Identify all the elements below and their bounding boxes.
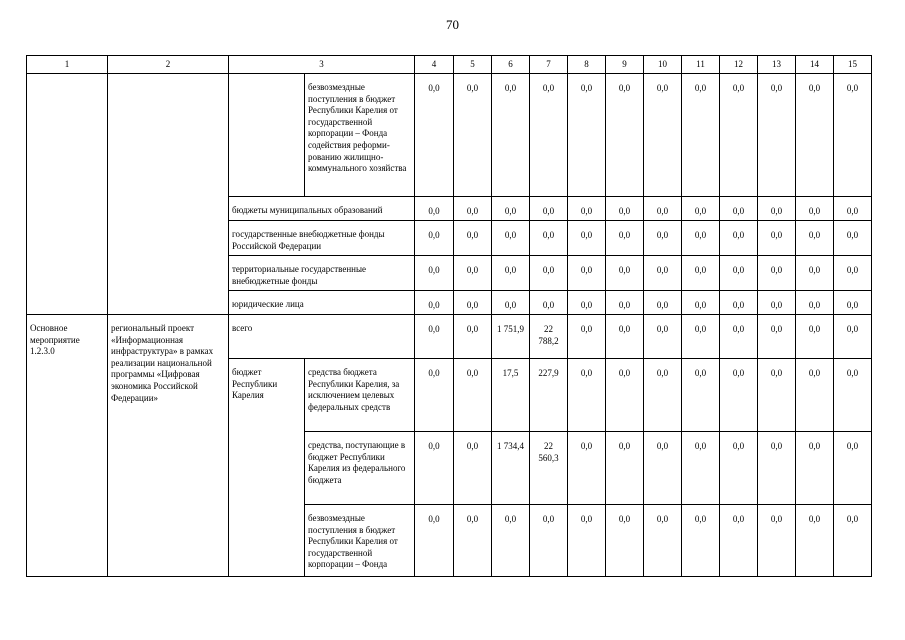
value-cell: 0,0 <box>834 256 872 291</box>
value-cell: 0,0 <box>568 291 606 315</box>
budget-cell: бюджет Республики Карелия <box>229 359 305 577</box>
value-cell: 0,0 <box>834 74 872 197</box>
value-cell: 0,0 <box>644 359 682 432</box>
empty-cell <box>229 74 305 197</box>
value-cell: 0,0 <box>454 315 492 359</box>
value-cell: 0,0 <box>720 197 758 221</box>
value-cell: 0,0 <box>568 432 606 505</box>
value-cell: 0,0 <box>796 256 834 291</box>
value-cell: 0,0 <box>682 197 720 221</box>
value-cell: 0,0 <box>606 74 644 197</box>
value-cell: 0,0 <box>454 74 492 197</box>
value-cell: 0,0 <box>682 291 720 315</box>
funding-source-cell: безвозмездные поступления в бюджет Республики Карелия от государственной корпорации – Фонда <box>305 505 415 577</box>
value-cell: 0,0 <box>682 221 720 256</box>
value-cell: 0,0 <box>530 197 568 221</box>
value-cell: 0,0 <box>568 221 606 256</box>
header-cell: 7 <box>530 56 568 74</box>
value-cell: 0,0 <box>415 432 454 505</box>
value-cell: 0,0 <box>415 291 454 315</box>
value-cell: 0,0 <box>644 315 682 359</box>
header-cell: 9 <box>606 56 644 74</box>
value-cell: 0,0 <box>492 74 530 197</box>
header-cell: 15 <box>834 56 872 74</box>
value-cell: 0,0 <box>796 221 834 256</box>
value-cell: 0,0 <box>568 74 606 197</box>
value-cell: 0,0 <box>415 221 454 256</box>
header-cell: 2 <box>108 56 229 74</box>
funding-source-cell: безвозмездные поступления в бюджет Республики Карелия от государственной корпорации – Фонда содействия реформи-рованию жилищно-коммунального хозяйства <box>305 74 415 197</box>
header-cell: 11 <box>682 56 720 74</box>
value-cell: 0,0 <box>682 359 720 432</box>
funding-source-cell: государственные внебюджетные фонды Российской Федерации <box>229 221 415 256</box>
value-cell: 0,0 <box>454 197 492 221</box>
value-cell: 0,0 <box>720 505 758 577</box>
value-cell: 0,0 <box>568 359 606 432</box>
funding-source-cell: средства бюджета Республики Карелия, за исключением целевых федеральных средств <box>305 359 415 432</box>
value-cell: 0,0 <box>682 74 720 197</box>
value-cell: 0,0 <box>415 505 454 577</box>
value-cell: 1 751,9 <box>492 315 530 359</box>
value-cell: 0,0 <box>606 505 644 577</box>
value-cell: 0,0 <box>796 74 834 197</box>
value-cell: 0,0 <box>796 505 834 577</box>
value-cell: 17,5 <box>492 359 530 432</box>
funding-source-cell: территориальные государственные внебюджетные фонды <box>229 256 415 291</box>
value-cell: 0,0 <box>644 256 682 291</box>
value-cell: 0,0 <box>834 291 872 315</box>
value-cell: 0,0 <box>796 197 834 221</box>
value-cell: 0,0 <box>492 256 530 291</box>
value-cell: 0,0 <box>606 315 644 359</box>
value-cell: 0,0 <box>454 291 492 315</box>
value-cell: 1 734,4 <box>492 432 530 505</box>
value-cell: 0,0 <box>644 505 682 577</box>
value-cell: 0,0 <box>606 291 644 315</box>
value-cell: 0,0 <box>530 291 568 315</box>
header-cell: 4 <box>415 56 454 74</box>
value-cell: 0,0 <box>644 291 682 315</box>
value-cell: 0,0 <box>568 197 606 221</box>
value-cell: 0,0 <box>530 74 568 197</box>
value-cell: 0,0 <box>644 221 682 256</box>
funding-source-cell: всего <box>229 315 415 359</box>
value-cell: 0,0 <box>758 197 796 221</box>
value-cell: 0,0 <box>606 221 644 256</box>
value-cell: 0,0 <box>492 221 530 256</box>
value-cell: 0,0 <box>682 315 720 359</box>
value-cell: 0,0 <box>796 315 834 359</box>
value-cell: 0,0 <box>720 74 758 197</box>
value-cell: 0,0 <box>834 197 872 221</box>
value-cell: 0,0 <box>415 74 454 197</box>
value-cell: 0,0 <box>454 359 492 432</box>
header-cell: 3 <box>229 56 415 74</box>
value-cell: 0,0 <box>720 359 758 432</box>
value-cell: 0,0 <box>644 74 682 197</box>
value-cell: 0,0 <box>530 505 568 577</box>
value-cell: 0,0 <box>454 432 492 505</box>
header-cell: 14 <box>796 56 834 74</box>
value-cell: 0,0 <box>606 432 644 505</box>
header-cell: 10 <box>644 56 682 74</box>
value-cell: 0,0 <box>568 505 606 577</box>
value-cell: 227,9 <box>530 359 568 432</box>
value-cell: 0,0 <box>758 74 796 197</box>
value-cell: 0,0 <box>834 505 872 577</box>
header-cell: 12 <box>720 56 758 74</box>
value-cell: 0,0 <box>606 197 644 221</box>
value-cell: 0,0 <box>720 291 758 315</box>
value-cell: 0,0 <box>720 315 758 359</box>
value-cell: 0,0 <box>834 315 872 359</box>
table-row <box>27 315 872 359</box>
value-cell: 0,0 <box>758 291 796 315</box>
value-cell: 0,0 <box>415 197 454 221</box>
value-cell: 0,0 <box>606 359 644 432</box>
value-cell: 0,0 <box>758 505 796 577</box>
value-cell: 0,0 <box>454 256 492 291</box>
funding-source-cell: бюджеты муниципальных образований <box>229 197 415 221</box>
header-cell: 6 <box>492 56 530 74</box>
value-cell: 0,0 <box>682 432 720 505</box>
value-cell: 0,0 <box>454 505 492 577</box>
value-cell: 0,0 <box>415 315 454 359</box>
header-cell: 1 <box>27 56 108 74</box>
header-cell: 5 <box>454 56 492 74</box>
value-cell: 0,0 <box>758 315 796 359</box>
value-cell: 0,0 <box>492 291 530 315</box>
value-cell: 0,0 <box>796 432 834 505</box>
budget-table <box>26 55 872 577</box>
header-row <box>27 56 872 74</box>
value-cell: 0,0 <box>758 221 796 256</box>
funding-source-cell: юридические лица <box>229 291 415 315</box>
value-cell: 0,0 <box>758 359 796 432</box>
value-cell: 0,0 <box>682 256 720 291</box>
value-cell: 22 560,3 <box>530 432 568 505</box>
value-cell: 0,0 <box>606 256 644 291</box>
value-cell: 0,0 <box>834 221 872 256</box>
empty-cell <box>27 74 108 315</box>
value-cell: 0,0 <box>720 221 758 256</box>
value-cell: 0,0 <box>530 256 568 291</box>
value-cell: 0,0 <box>758 256 796 291</box>
value-cell: 0,0 <box>758 432 796 505</box>
value-cell: 0,0 <box>415 359 454 432</box>
value-cell: 0,0 <box>492 197 530 221</box>
value-cell: 0,0 <box>644 432 682 505</box>
value-cell: 22 788,2 <box>530 315 568 359</box>
value-cell: 0,0 <box>796 359 834 432</box>
empty-cell <box>108 74 229 315</box>
funding-source-cell: средства, поступающие в бюджет Республики Карелия из федерального бюджета <box>305 432 415 505</box>
header-cell: 13 <box>758 56 796 74</box>
value-cell: 0,0 <box>834 432 872 505</box>
header-cell: 8 <box>568 56 606 74</box>
value-cell: 0,0 <box>796 291 834 315</box>
value-cell: 0,0 <box>492 505 530 577</box>
value-cell: 0,0 <box>720 256 758 291</box>
table-row <box>27 74 872 197</box>
value-cell: 0,0 <box>682 505 720 577</box>
value-cell: 0,0 <box>834 359 872 432</box>
value-cell: 0,0 <box>644 197 682 221</box>
value-cell: 0,0 <box>568 315 606 359</box>
value-cell: 0,0 <box>568 256 606 291</box>
value-cell: 0,0 <box>415 256 454 291</box>
page-number: 70 <box>446 17 459 32</box>
project-cell: региональный проект «Информационная инфраструктура» в рамках реализации национальной программы «Цифровая экономика Российской Федерации» <box>108 315 229 577</box>
value-cell: 0,0 <box>530 221 568 256</box>
value-cell: 0,0 <box>454 221 492 256</box>
value-cell: 0,0 <box>720 432 758 505</box>
measure-cell: Основное мероприятие 1.2.3.0 <box>27 315 108 577</box>
